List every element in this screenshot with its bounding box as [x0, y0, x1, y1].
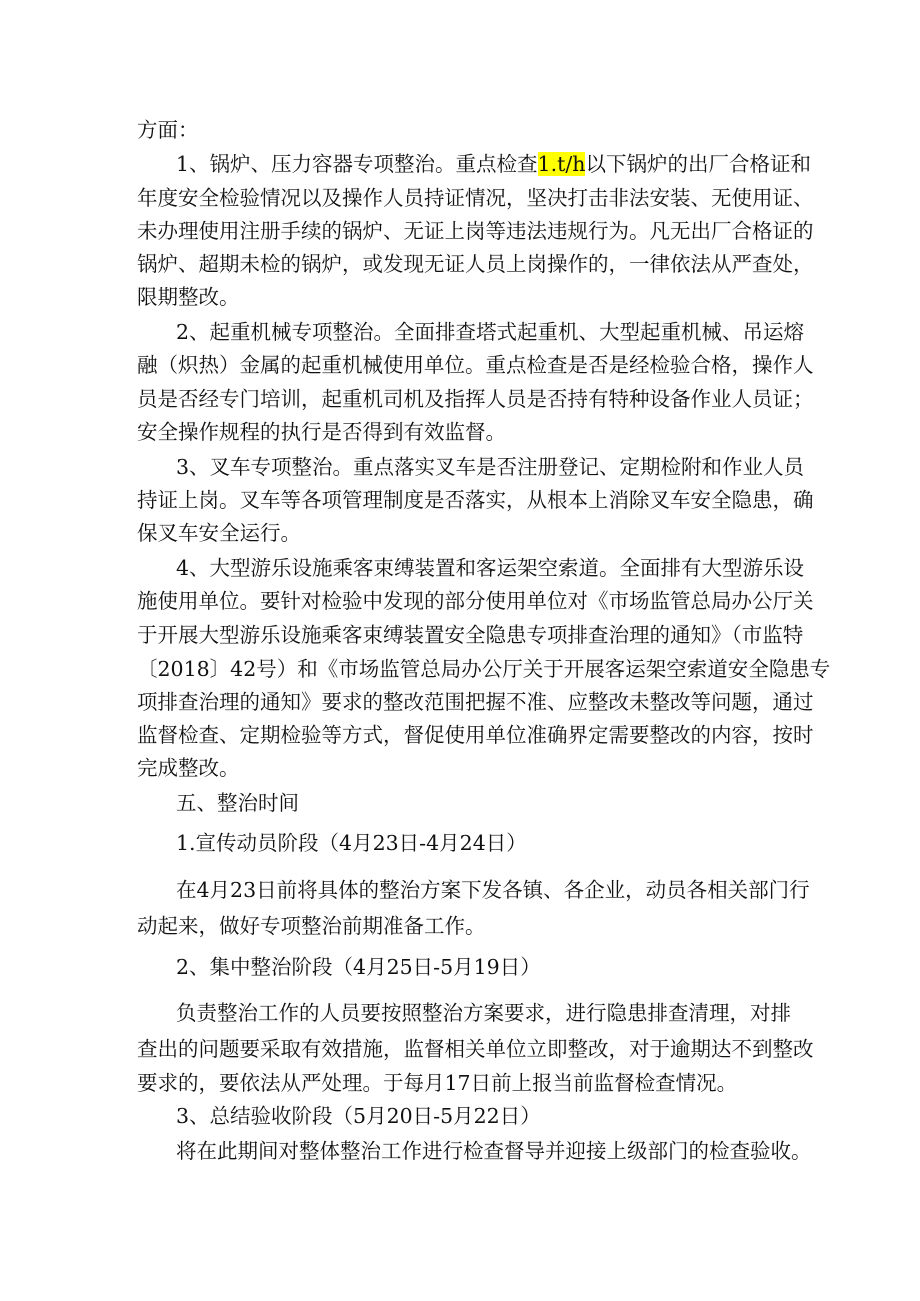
text-line: 施使用单位。要针对检验中发现的部分使用单位对《市场监管总局办公厅关: [137, 589, 814, 613]
text-line: 于开展大型游乐设施乘客束缚装置安全隐患专项排查治理的通知》（市监特: [137, 623, 804, 647]
text-line: 年度安全检验情况以及操作人员持证情况，坚决打击非法安装、无使用证、: [137, 186, 814, 210]
text-line: 融（炽热）金属的起重机械使用单位。重点检查是否是经检验合格，操作人: [137, 353, 814, 377]
text-line: 将在此期间对整体整治工作进行检查督导并迎接上级部门的检查验收。: [176, 1139, 812, 1163]
text-line: 锅炉、超期未检的锅炉，或发现无证人员上岗操作的，一律依法从严查处，: [137, 252, 814, 276]
text-line: 完成整改。: [137, 756, 240, 780]
text-line: 安全操作规程的执行是否得到有效监督。: [137, 420, 506, 444]
text-line: 3、叉车专项整治。重点落实叉车是否注册登记、定期检附和作业人员: [176, 455, 805, 479]
text-line: 保叉车安全运行。: [137, 521, 301, 545]
text-line: 员是否经专门培训，起重机司机及指挥人员是否持有特种设备作业人员证；: [137, 387, 814, 411]
text-segment: 以下锅炉的出厂合格证和: [585, 152, 811, 176]
subsection-heading: 1.宣传动员阶段（4月23日-4月24日）: [176, 831, 527, 855]
text-line: 2、起重机械专项整治。全面排查塔式起重机、大型起重机械、吊运熔: [176, 320, 805, 344]
text-line: 监督检查、定期检验等方式，督促使用单位准确界定需要整改的内容，按时: [137, 723, 814, 747]
text-line: [176, 152, 811, 176]
text-line: 限期整改。: [137, 285, 240, 309]
text-line: 动起来，做好专项整治前期准备工作。: [137, 914, 486, 938]
text-line: 〔2018〕42号）和《市场监管总局办公厅关于开展客运架空索道安全隐患专: [137, 657, 831, 681]
text-line: 4、大型游乐设施乘客束缚装置和客运架空索道。全面排有大型游乐设: [176, 556, 805, 580]
text-line: 未办理使用注册手续的锅炉、无证上岗等违法违规行为。凡无出厂合格证的: [137, 219, 814, 243]
text-line: 持证上岗。叉车等各项管理制度是否落实，从根本上消除叉车安全隐患，确: [137, 488, 814, 512]
subsection-heading: 3、总结验收阶段（5月20日-5月22日）: [176, 1104, 541, 1128]
highlighted-text: 1.t/h: [537, 152, 586, 176]
text-line: 负责整治工作的人员要按照整治方案要求，进行隐患排查清理，对排: [176, 1001, 791, 1025]
text-segment: 1、锅炉、压力容器专项整治。重点检查: [176, 152, 538, 176]
section-heading: 五、整治时间: [176, 791, 299, 815]
text-line: 方面：: [137, 118, 199, 142]
text-line: 查出的问题要采取有效措施，监督相关单位立即整改，对于逾期达不到整改: [137, 1037, 814, 1061]
text-line: 在4月23日前将具体的整治方案下发各镇、各企业，动员各相关部门行: [176, 878, 810, 902]
text-line: 要求的，要依法从严处理。于每月17日前上报当前监督检查情况。: [137, 1071, 738, 1095]
subsection-heading: 2、集中整治阶段（4月25日-5月19日）: [176, 955, 541, 979]
text-line: 项排查治理的通知》要求的整改范围把握不准、应整改未整改等问题，通过: [137, 690, 814, 714]
